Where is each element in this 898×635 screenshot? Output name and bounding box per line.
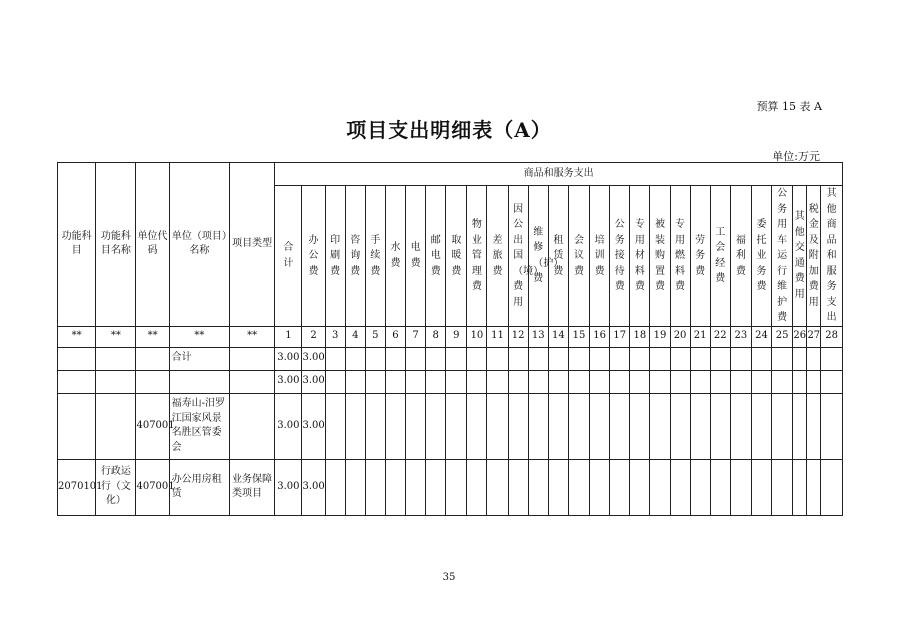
cell-empty xyxy=(710,459,730,515)
header-col-label: 差旅费 xyxy=(492,234,503,277)
cell-empty xyxy=(365,393,385,459)
cell-empty xyxy=(568,459,589,515)
cell-unit-name: 办公用房租赁 xyxy=(169,459,229,515)
cell-empty xyxy=(508,370,528,393)
cell-empty xyxy=(568,347,589,370)
cell-empty xyxy=(821,393,843,459)
cell-empty xyxy=(426,393,446,459)
header-col-26 xyxy=(793,186,807,327)
header-col-16 xyxy=(590,186,610,327)
code-number-cell: 26 xyxy=(793,326,807,347)
cell-office: 3.00 xyxy=(302,459,325,515)
cell-empty xyxy=(385,370,405,393)
cell-empty xyxy=(751,347,771,370)
header-unit-code: 单位代码 xyxy=(136,163,169,327)
cell-empty xyxy=(406,370,426,393)
code-star-cell: ** xyxy=(58,326,96,347)
header-col-20 xyxy=(670,186,690,327)
code-number-cell: 10 xyxy=(467,326,487,347)
cell-project-type xyxy=(230,347,275,370)
code-row xyxy=(58,326,843,347)
cell-empty xyxy=(690,370,710,393)
cell-empty xyxy=(650,459,670,515)
header-col-21 xyxy=(690,186,710,327)
cell-func-code xyxy=(58,370,96,393)
cell-empty xyxy=(325,393,345,459)
cell-total: 3.00 xyxy=(275,393,302,459)
cell-total: 3.00 xyxy=(275,370,302,393)
header-col-label: 咨询费 xyxy=(350,234,361,277)
header-col-6 xyxy=(385,186,405,327)
header-col-label: 水费 xyxy=(390,242,401,269)
cell-empty xyxy=(610,347,630,370)
cell-empty xyxy=(467,393,487,459)
cell-empty xyxy=(590,347,610,370)
table-row xyxy=(58,459,843,515)
cell-empty xyxy=(772,393,793,459)
header-col-label: 劳务费 xyxy=(695,234,706,277)
code-star-cell: ** xyxy=(169,326,229,347)
cell-empty xyxy=(406,393,426,459)
table-row xyxy=(58,347,843,370)
cell-unit-name: 合计 xyxy=(169,347,229,370)
cell-empty xyxy=(467,459,487,515)
cell-empty xyxy=(730,459,751,515)
header-col-8 xyxy=(426,186,446,327)
cell-empty xyxy=(650,370,670,393)
cell-empty xyxy=(446,347,467,370)
code-number-cell: 12 xyxy=(508,326,528,347)
cell-empty xyxy=(487,347,508,370)
header-col-27 xyxy=(807,186,821,327)
cell-empty xyxy=(807,459,821,515)
header-col-label: 其他商品和服务支出 xyxy=(826,188,837,323)
page-title: 项目支出明细表（A） xyxy=(346,118,552,142)
header-col-label: 工会经费 xyxy=(715,226,726,285)
cell-empty xyxy=(590,393,610,459)
cell-project-type: 业务保障类项目 xyxy=(230,459,275,515)
header-col-label: 税金及附加费用 xyxy=(808,203,819,308)
header-goods-services-group: 商品和服务支出 xyxy=(275,163,843,186)
cell-empty xyxy=(751,459,771,515)
code-number-cell: 19 xyxy=(650,326,670,347)
header-func-code: 功能科目 xyxy=(58,163,96,327)
header-col-17 xyxy=(610,186,630,327)
cell-empty xyxy=(385,347,405,370)
cell-empty xyxy=(345,347,365,370)
code-number-cell: 16 xyxy=(590,326,610,347)
cell-empty xyxy=(670,347,690,370)
cell-empty xyxy=(426,370,446,393)
cell-empty xyxy=(690,347,710,370)
cell-empty xyxy=(751,370,771,393)
header-col-7 xyxy=(406,186,426,327)
cell-func-code: 2070101 xyxy=(58,459,96,515)
cell-office: 3.00 xyxy=(302,347,325,370)
code-number-cell: 2 xyxy=(302,326,325,347)
header-col-label: 手续费 xyxy=(370,234,381,277)
code-number-cell: 7 xyxy=(406,326,426,347)
cell-empty xyxy=(385,393,405,459)
header-col-label: 会议费 xyxy=(574,234,584,277)
cell-empty xyxy=(548,459,568,515)
cell-empty xyxy=(670,393,690,459)
cell-func-name: 行政运行（文化） xyxy=(96,459,136,515)
cell-empty xyxy=(670,459,690,515)
header-col-label: 维修（护）费 xyxy=(533,226,564,285)
code-number-cell: 24 xyxy=(751,326,771,347)
cell-empty xyxy=(508,393,528,459)
code-number-cell: 6 xyxy=(385,326,405,347)
code-number-cell: 20 xyxy=(670,326,690,347)
cell-empty xyxy=(325,347,345,370)
table-row xyxy=(58,393,843,459)
cell-empty xyxy=(821,370,843,393)
code-number-cell: 13 xyxy=(528,326,548,347)
table-reference: 预算 15 表 A xyxy=(756,100,822,113)
cell-empty xyxy=(508,459,528,515)
header-col-label: 邮电费 xyxy=(430,234,441,277)
cell-empty xyxy=(406,459,426,515)
cell-empty xyxy=(446,459,467,515)
code-star-cell: ** xyxy=(230,326,275,347)
header-col-label: 办公费 xyxy=(308,234,319,277)
cell-empty xyxy=(650,347,670,370)
cell-office: 3.00 xyxy=(302,393,325,459)
cell-unit-name xyxy=(169,370,229,393)
cell-empty xyxy=(568,393,589,459)
cell-empty xyxy=(772,459,793,515)
code-number-cell: 14 xyxy=(548,326,568,347)
header-col-1 xyxy=(275,186,302,327)
header-col-label: 被装购置费 xyxy=(654,219,665,292)
cell-empty xyxy=(807,370,821,393)
cell-empty xyxy=(590,370,610,393)
code-number-cell: 1 xyxy=(275,326,302,347)
cell-empty xyxy=(528,459,548,515)
cell-empty xyxy=(365,459,385,515)
header-col-28 xyxy=(821,186,843,327)
header-col-22 xyxy=(710,186,730,327)
header-col-18 xyxy=(630,186,650,327)
header-col-label: 因公出国（境）费用 xyxy=(513,203,544,308)
cell-empty xyxy=(590,459,610,515)
code-number-cell: 17 xyxy=(610,326,630,347)
cell-unit-code xyxy=(136,347,169,370)
cell-empty xyxy=(610,370,630,393)
cell-empty xyxy=(807,347,821,370)
code-star-cell: ** xyxy=(96,326,136,347)
cell-empty xyxy=(630,347,650,370)
cell-empty xyxy=(710,347,730,370)
cell-empty xyxy=(807,393,821,459)
header-col-label: 专用燃料费 xyxy=(675,219,686,292)
cell-empty xyxy=(345,393,365,459)
cell-func-code xyxy=(58,347,96,370)
header-col-label: 福利费 xyxy=(735,234,746,277)
header-col-11 xyxy=(487,186,508,327)
cell-empty xyxy=(385,459,405,515)
cell-empty xyxy=(345,459,365,515)
cell-empty xyxy=(467,347,487,370)
cell-empty xyxy=(821,347,843,370)
header-unit-name: 单位（项目）名称 xyxy=(169,163,229,327)
code-number-cell: 23 xyxy=(730,326,751,347)
cell-total: 3.00 xyxy=(275,459,302,515)
cell-empty xyxy=(610,459,630,515)
cell-empty xyxy=(548,347,568,370)
code-number-cell: 8 xyxy=(426,326,446,347)
cell-empty xyxy=(365,370,385,393)
cell-empty xyxy=(630,393,650,459)
header-col-5 xyxy=(365,186,385,327)
cell-empty xyxy=(730,393,751,459)
cell-empty xyxy=(772,370,793,393)
code-number-cell: 15 xyxy=(568,326,589,347)
unit-label: 单位:万元 xyxy=(772,150,820,163)
cell-empty xyxy=(528,393,548,459)
cell-empty xyxy=(406,347,426,370)
cell-total: 3.00 xyxy=(275,347,302,370)
cell-office: 3.00 xyxy=(302,370,325,393)
header-col-label: 物业管理费 xyxy=(471,219,482,292)
expense-detail-table xyxy=(57,162,843,516)
cell-func-name xyxy=(96,393,136,459)
header-col-3 xyxy=(325,186,345,327)
header-func-name: 功能科目名称 xyxy=(96,163,136,327)
cell-empty xyxy=(325,459,345,515)
header-col-label: 电费 xyxy=(410,242,421,269)
cell-func-name xyxy=(96,347,136,370)
header-col-label: 委托业务费 xyxy=(756,219,767,292)
header-col-9 xyxy=(446,186,467,327)
code-star-cell: ** xyxy=(136,326,169,347)
cell-empty xyxy=(751,393,771,459)
cell-empty xyxy=(508,347,528,370)
header-col-label: 其他交通费用 xyxy=(794,211,805,300)
cell-empty xyxy=(528,370,548,393)
cell-empty xyxy=(610,393,630,459)
cell-empty xyxy=(690,393,710,459)
code-number-cell: 25 xyxy=(772,326,793,347)
code-number-cell: 3 xyxy=(325,326,345,347)
header-col-25 xyxy=(772,186,793,327)
code-number-cell: 5 xyxy=(365,326,385,347)
table-row xyxy=(58,370,843,393)
cell-unit-code: 407001 xyxy=(136,393,169,459)
code-number-cell: 9 xyxy=(446,326,467,347)
cell-empty xyxy=(426,347,446,370)
cell-empty xyxy=(467,370,487,393)
cell-empty xyxy=(793,347,807,370)
header-col-label: 公务用车运行维护费 xyxy=(777,188,788,323)
header-col-12 xyxy=(508,186,544,327)
cell-empty xyxy=(487,459,508,515)
code-number-cell: 27 xyxy=(807,326,821,347)
header-col-2 xyxy=(302,186,325,327)
cell-empty xyxy=(568,370,589,393)
code-number-cell: 18 xyxy=(630,326,650,347)
cell-unit-name: 福寿山-汨罗江国家风景名胜区管委会 xyxy=(169,393,229,459)
cell-empty xyxy=(670,370,690,393)
cell-empty xyxy=(325,370,345,393)
cell-empty xyxy=(487,393,508,459)
code-number-cell: 28 xyxy=(821,326,843,347)
header-col-14 xyxy=(548,186,568,327)
cell-empty xyxy=(446,370,467,393)
code-number-cell: 21 xyxy=(690,326,710,347)
cell-empty xyxy=(793,370,807,393)
header-col-label: 取暖费 xyxy=(451,234,462,277)
page-number: 35 xyxy=(442,572,456,583)
cell-project-type xyxy=(230,370,275,393)
header-col-label: 租赁费 xyxy=(553,234,564,277)
cell-empty xyxy=(487,370,508,393)
header-col-23 xyxy=(730,186,751,327)
header-col-label: 公务接待费 xyxy=(614,219,625,292)
header-col-10 xyxy=(467,186,487,327)
cell-empty xyxy=(365,347,385,370)
cell-empty xyxy=(446,393,467,459)
header-col-24 xyxy=(751,186,771,327)
cell-empty xyxy=(730,347,751,370)
cell-empty xyxy=(548,393,568,459)
cell-empty xyxy=(690,459,710,515)
cell-empty xyxy=(650,393,670,459)
header-col-label: 合计 xyxy=(283,242,294,269)
cell-project-type xyxy=(230,393,275,459)
cell-empty xyxy=(710,393,730,459)
header-col-19 xyxy=(650,186,670,327)
cell-empty xyxy=(426,459,446,515)
cell-empty xyxy=(793,393,807,459)
cell-empty xyxy=(630,370,650,393)
cell-empty xyxy=(528,347,548,370)
cell-unit-code: 407001 xyxy=(136,459,169,515)
cell-func-code xyxy=(58,393,96,459)
header-col-15 xyxy=(568,186,589,327)
cell-empty xyxy=(772,347,793,370)
code-number-cell: 4 xyxy=(345,326,365,347)
header-col-label: 印刷费 xyxy=(330,234,341,277)
header-col-4 xyxy=(345,186,365,327)
cell-unit-code xyxy=(136,370,169,393)
header-col-label: 培训费 xyxy=(594,234,605,277)
cell-empty xyxy=(345,370,365,393)
header-col-label: 专用材料费 xyxy=(634,219,645,292)
code-number-cell: 11 xyxy=(487,326,508,347)
cell-empty xyxy=(793,459,807,515)
cell-empty xyxy=(548,370,568,393)
code-number-cell: 22 xyxy=(710,326,730,347)
header-project-type: 项目类型 xyxy=(230,163,275,327)
cell-empty xyxy=(710,370,730,393)
cell-empty xyxy=(821,459,843,515)
cell-empty xyxy=(630,459,650,515)
cell-empty xyxy=(730,370,751,393)
cell-func-name xyxy=(96,370,136,393)
